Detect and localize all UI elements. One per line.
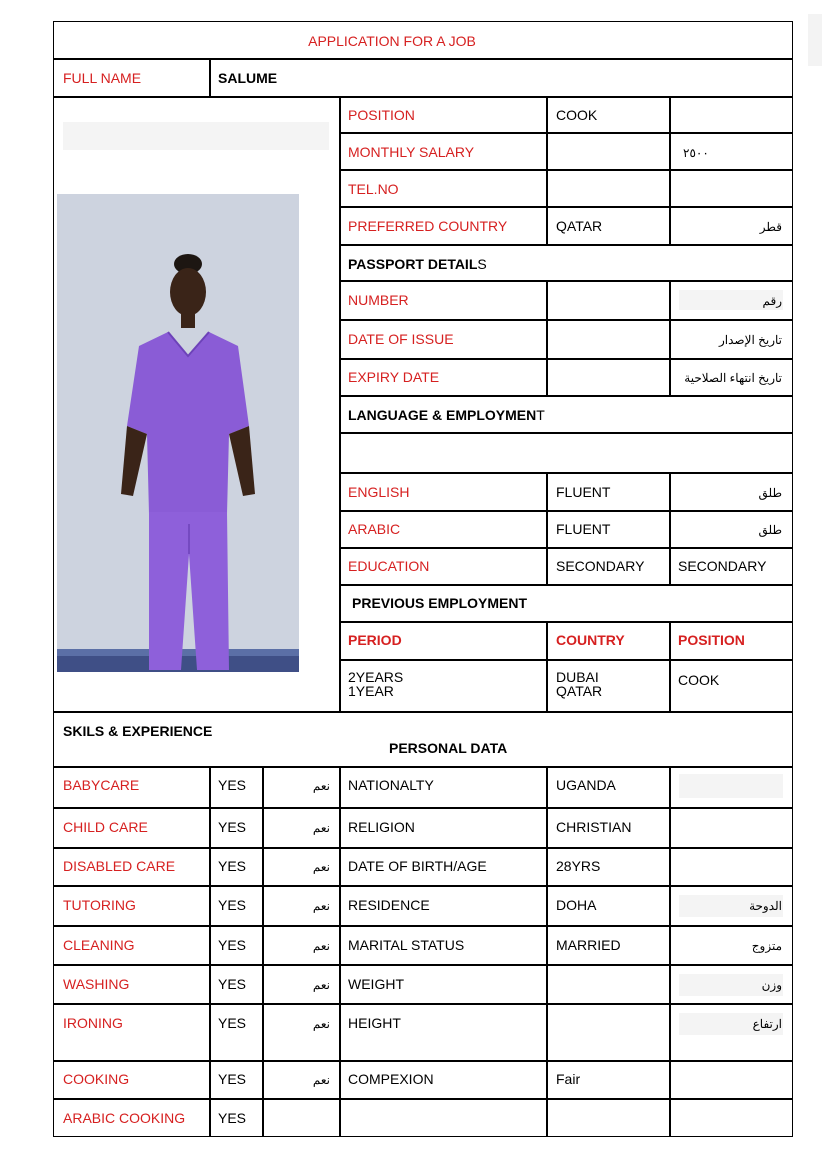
skill-babycare: BABYCARE	[63, 777, 140, 793]
yes-washing: YES	[218, 976, 247, 992]
passport-number-label: NUMBER	[348, 292, 409, 308]
position-value: COOK	[556, 107, 598, 123]
skill-ironing: IRONING	[63, 1015, 123, 1031]
yes-ar-5: نعم	[312, 939, 330, 953]
height-label: HEIGHT	[348, 1015, 401, 1031]
corner-shade	[808, 14, 822, 66]
full-name-label: FULL NAME	[63, 70, 142, 86]
skills-heading: SKILS & EXPERIENCE	[63, 723, 213, 739]
complexion-value: Fair	[556, 1071, 581, 1087]
preferred-country-arabic: قطر	[759, 220, 782, 234]
passport-number-arabic: رقم	[762, 294, 782, 308]
yes-cleaning: YES	[218, 937, 247, 953]
salary-label: MONTHLY SALARY	[348, 144, 475, 160]
yes-ar-7: نعم	[312, 1017, 330, 1031]
country-header: COUNTRY	[556, 632, 625, 648]
yes-ar-1: نعم	[312, 779, 330, 793]
marital-arabic: متزوج	[751, 939, 782, 953]
nationality-label: NATIONALTY	[348, 777, 434, 793]
skill-washing: WASHING	[63, 976, 130, 992]
marital-value: MARRIED	[556, 937, 621, 953]
skill-cooking: COOKING	[63, 1071, 130, 1087]
yes-ar-6: نعم	[312, 978, 330, 992]
country-1: DUBAI	[556, 669, 599, 685]
religion-label: RELIGION	[348, 819, 415, 835]
preferred-country-label: PREFERRED COUNTRY	[348, 218, 508, 234]
yes-ar-4: نعم	[312, 899, 330, 913]
yes-ar-2: نعم	[312, 821, 330, 835]
arabic-value: FLUENT	[556, 521, 611, 537]
weight-arabic: وزن	[761, 978, 782, 992]
previous-position: COOK	[678, 672, 720, 688]
period-1: 2YEARS	[348, 669, 404, 685]
full-name-value: SALUME	[218, 70, 278, 86]
yes-ironing: YES	[218, 1015, 247, 1031]
country-2: QATAR	[556, 683, 603, 699]
yes-cooking: YES	[218, 1071, 247, 1087]
previous-employment-heading: PREVIOUS EMPLOYMENT	[352, 595, 528, 611]
residence-arabic: الدوحة	[749, 899, 782, 913]
education-value: SECONDARY	[556, 558, 645, 574]
dob-value: 28YRS	[556, 858, 601, 874]
religion-value: CHRISTIAN	[556, 819, 632, 835]
skill-tutoring: TUTORING	[63, 897, 136, 913]
residence-value: DOHA	[556, 897, 597, 913]
arabic-label: ARABIC	[348, 521, 401, 537]
marital-label: MARITAL STATUS	[348, 937, 465, 953]
height-arabic: ارتفاع	[752, 1017, 782, 1031]
arabic-arabic: طلق	[758, 523, 782, 537]
preferred-country-value: QATAR	[556, 218, 603, 234]
english-label: ENGLISH	[348, 484, 410, 500]
personal-data-heading: PERSONAL DATA	[389, 740, 508, 756]
complexion-label: COMPEXION	[348, 1071, 434, 1087]
skill-cleaning: CLEANING	[63, 937, 135, 953]
skill-disabled-care: DISABLED CARE	[63, 858, 176, 874]
yes-child-care: YES	[218, 819, 247, 835]
yes-ar-3: نعم	[312, 860, 330, 874]
date-of-issue-arabic: تاريخ الإصدار	[718, 333, 782, 347]
yes-tutoring: YES	[218, 897, 247, 913]
period-2: 1YEAR	[348, 683, 394, 699]
tel-label: TEL.NO	[348, 181, 399, 197]
english-value: FLUENT	[556, 484, 611, 500]
yes-ar-8: نعم	[312, 1073, 330, 1087]
passport-heading: PASSPORT DETAILS	[348, 256, 487, 272]
dob-label: DATE OF BIRTH/AGE	[348, 858, 487, 874]
language-heading: LANGUAGE & EMPLOYMENT	[348, 407, 545, 423]
residence-label: RESIDENCE	[348, 897, 430, 913]
education-value-2: SECONDARY	[678, 558, 767, 574]
skill-child-care: CHILD CARE	[63, 819, 148, 835]
education-label: EDUCATION	[348, 558, 430, 574]
expiry-date-arabic: تاريخ انتهاء الصلاحية	[684, 371, 782, 385]
period-header: PERIOD	[348, 632, 402, 648]
weight-label: WEIGHT	[348, 976, 404, 992]
yes-disabled-care: YES	[218, 858, 247, 874]
yes-babycare: YES	[218, 777, 247, 793]
date-of-issue-label: DATE OF ISSUE	[348, 331, 454, 347]
nationality-value: UGANDA	[556, 777, 616, 793]
skill-arabic-cooking: ARABIC COOKING	[63, 1110, 186, 1126]
expiry-date-label: EXPIRY DATE	[348, 369, 440, 385]
form-title: APPLICATION FOR A JOB	[308, 33, 476, 49]
yes-arabic-cooking: YES	[218, 1110, 247, 1126]
position-label: POSITION	[348, 107, 415, 123]
salary-arabic: ٢٥٠٠	[683, 146, 709, 160]
position-header: POSITION	[678, 632, 745, 648]
english-arabic: طلق	[758, 486, 782, 500]
applicant-photo	[57, 194, 299, 672]
blank-field	[63, 122, 329, 150]
